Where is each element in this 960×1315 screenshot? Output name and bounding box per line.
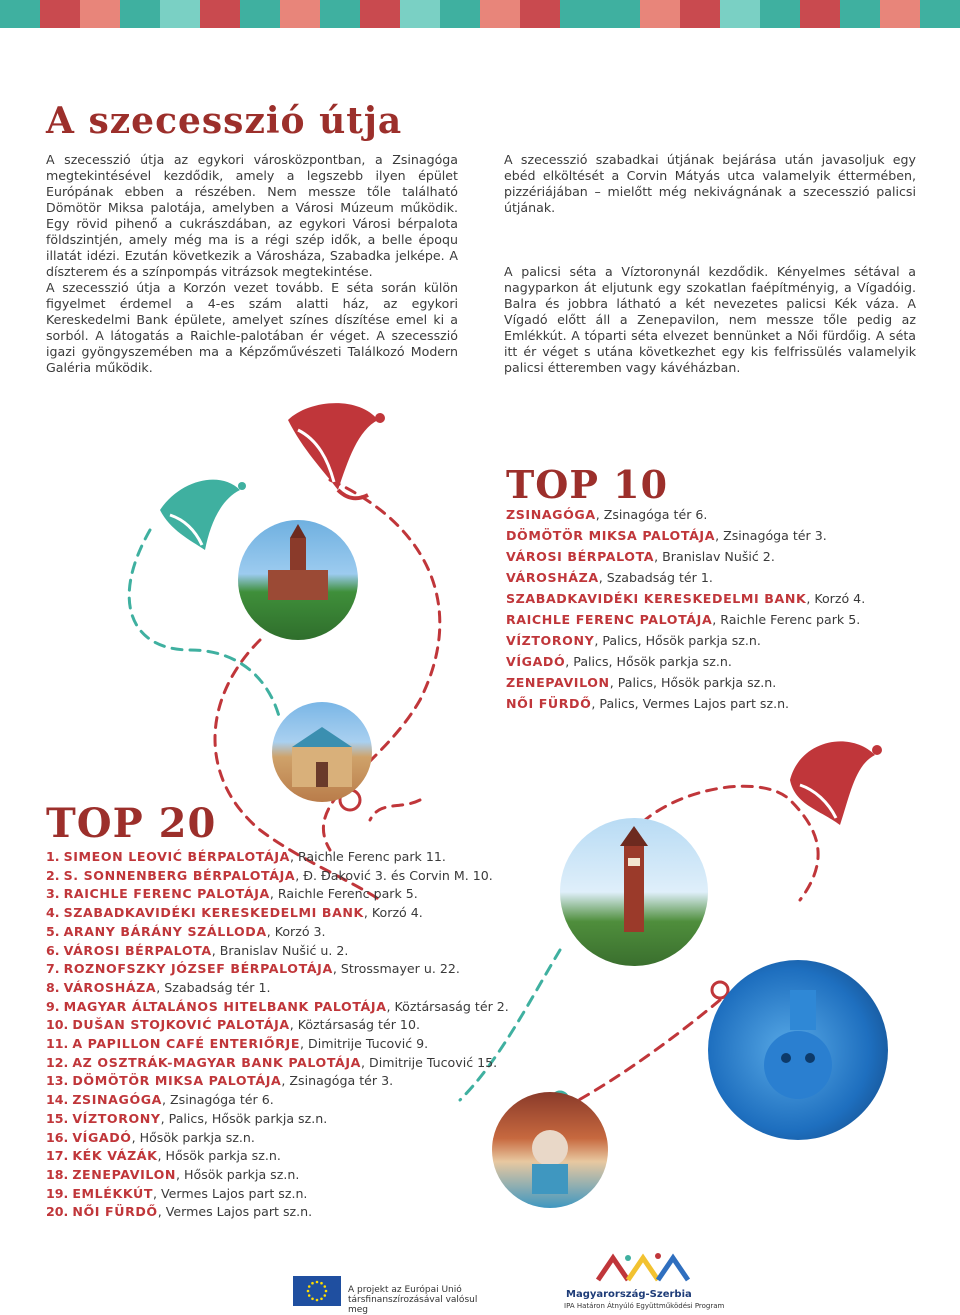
eu-star (316, 1281, 319, 1284)
top20-item-number: 12. (46, 1054, 69, 1070)
eu-star (311, 1282, 314, 1285)
top10-item (506, 525, 865, 546)
program-name: Magyarország-Szerbia (566, 1289, 692, 1300)
top20-item (46, 1110, 509, 1129)
top10-item-name: ZSINAGÓGA (506, 507, 596, 522)
top20-item-name: RAICHLE FERENC PALOTÁJA (63, 886, 270, 902)
top20-item-number: 4. (46, 905, 60, 921)
top20-item-name: A PAPILLON CAFÉ ENTERIŐRJE (72, 1036, 301, 1052)
top10-item-name: NŐI FÜRDŐ (506, 696, 592, 711)
top10-item-name: VÁROSHÁZA (506, 570, 599, 585)
top20-item-name: KÉK VÁZÁK (72, 1148, 158, 1164)
raichle-palace-photo (272, 702, 372, 802)
top20-item-address: , Hősök parkja sz.n. (176, 1166, 300, 1182)
eu-flag-logo (293, 1276, 341, 1306)
eu-star (323, 1294, 326, 1297)
red-flower-ornament-top (288, 403, 385, 498)
top20-item-number: 2. (46, 867, 60, 883)
right-paragraph-2: A palicsi séta a Víztoronynál kezdődik. Kényelmes sétával a nagyparkon át eljutunk egy szokatlan faépítményig, a Vígadóig. Balra és jobbra látható a két nevezetes palicsi Kék váza. A Vígadó előtt áll a Zenepavilon, nem messze tőle pedig az Emlékkút. A tóparti séta elvezet bennünket a Női fürdőig. A séta itt ér véget s utána következhet egy kis felfrissülés valamelyik palicsi étteremben vagy kávéházban. (504, 264, 916, 375)
top10-item-name: SZABADKAVIDÉKI KERESKEDELMI BANK (506, 591, 807, 606)
water-tower-photo (560, 818, 708, 966)
top20-list (46, 848, 509, 1222)
top20-title: TOP 20 (46, 800, 217, 847)
right-paragraph-1: A szecesszió szabadkai útjának bejárása után javasoljuk egy ebéd elköltését a Corvin Mátyás utca valamelyik éttermében, pizzériájában – mielőtt még nekivágnának a szecesszió palicsi útjának. (504, 152, 916, 215)
top20-item-number: 5. (46, 923, 60, 939)
top10-item (506, 609, 865, 630)
top20-item-name: ROZNOFSZKY JÓZSEF BÉRPALOTÁJA (63, 961, 333, 977)
top10-item-address: , Raichle Ferenc park 5. (712, 612, 861, 627)
eu-star (307, 1290, 310, 1293)
top20-item-number: 19. (46, 1185, 69, 1201)
top10-item-address: , Korzó 4. (806, 591, 866, 606)
top20-item-address: , Szabadság tér 1. (156, 979, 271, 995)
top20-item (46, 867, 509, 886)
top20-item-address: , Köztársaság tér 10. (289, 1017, 420, 1033)
top20-item-address: , Hősök parkja sz.n. (157, 1148, 281, 1164)
top10-item-address: , Palics, Hősök parkja sz.n. (565, 654, 732, 669)
eu-text-line2: társfinanszírozásával valósul meg (348, 1295, 478, 1315)
top20-item-number: 13. (46, 1073, 69, 1089)
top10-item (506, 630, 865, 651)
top20-item (46, 904, 509, 923)
eu-star (316, 1299, 319, 1302)
top20-item-name: DÖMÖTÖR MIKSA PALOTÁJA (72, 1073, 282, 1089)
top20-item-number: 9. (46, 998, 60, 1014)
top20-item (46, 1129, 509, 1148)
top20-item-number: 8. (46, 979, 60, 995)
top10-item (506, 546, 865, 567)
top20-item-number: 16. (46, 1129, 69, 1145)
top10-item-address: , Palics, Hősök parkja sz.n. (609, 675, 777, 690)
top20-item-address: , Raichle Ferenc park 5. (269, 886, 418, 902)
page-title: A szecesszió útja (46, 100, 403, 142)
top10-item (506, 588, 865, 609)
eu-cofinance-text (348, 1285, 488, 1315)
eu-star (311, 1297, 314, 1300)
top10-item (506, 651, 865, 672)
top10-item-address: , Zsinagóga tér 3. (715, 528, 827, 543)
top20-item-address: , Dimitrije Tucović 9. (300, 1036, 429, 1052)
top10-item-address: , Palics, Vermes Lajos part sz.n. (591, 696, 790, 711)
top20-item (46, 979, 509, 998)
top10-item (506, 693, 865, 714)
top20-item-address: , Đ. Đaković 3. és Corvin M. 10. (295, 867, 493, 883)
top10-item-name: VÁROSI BÉRPALOTA (506, 549, 655, 564)
top20-item-name: AZ OSZTRÁK-MAGYAR BANK PALOTÁJA (72, 1054, 362, 1070)
caryatid-photo (492, 1092, 608, 1208)
top20-item-address: , Köztársaság tér 2. (386, 998, 509, 1014)
top10-item-name: VÍZTORONY (506, 633, 595, 648)
city-hall-photo (238, 520, 358, 640)
eu-star (320, 1297, 323, 1300)
top10-item-name: ZENEPAVILON (506, 675, 610, 690)
top20-item-number: 15. (46, 1110, 69, 1126)
top20-item-name: EMLÉKKÚT (72, 1185, 154, 1201)
top20-item-address: , Strossmayer u. 22. (332, 961, 460, 977)
top20-item (46, 885, 509, 904)
top20-item (46, 1054, 509, 1073)
program-logo-icon (588, 1250, 708, 1286)
top20-item (46, 1035, 509, 1054)
top20-item-name: SZABADKAVIDÉKI KERESKEDELMI BANK (63, 905, 364, 921)
top20-item (46, 942, 509, 961)
top20-item-number: 7. (46, 961, 60, 977)
top20-item-name: NŐI FÜRDŐ (72, 1204, 158, 1220)
top10-item-name: DÖMÖTÖR MIKSA PALOTÁJA (506, 528, 716, 543)
eu-star (320, 1282, 323, 1285)
top10-item-name: VÍGADÓ (506, 654, 566, 669)
top10-item-address: , Palics, Hősök parkja sz.n. (594, 633, 761, 648)
top20-item-number: 6. (46, 942, 60, 958)
top10-item (506, 567, 865, 588)
top20-item-number: 20. (46, 1204, 69, 1220)
top10-item-address: , Zsinagóga tér 6. (595, 507, 708, 522)
top20-item-address: , Vermes Lajos part sz.n. (157, 1204, 313, 1220)
top20-item-name: VÍGADÓ (72, 1129, 132, 1145)
top20-item-name: DUŠAN STOJKOVIĆ PALOTÁJA (72, 1017, 290, 1033)
top20-item (46, 1016, 509, 1035)
top20-item-address: , Palics, Hősök parkja sz.n. (160, 1110, 328, 1126)
top20-item-address: , Raichle Ferenc park 11. (289, 849, 446, 864)
top20-item-name: SIMEON LEOVIĆ BÉRPALOTÁJA (63, 849, 290, 864)
top20-item-name: VÁROSHÁZA (63, 979, 157, 995)
red-flower-ornament-right (790, 741, 882, 825)
top20-item (46, 960, 509, 979)
top10-item (506, 504, 865, 525)
eu-star (323, 1285, 326, 1288)
top10-item-name: RAICHLE FERENC PALOTÁJA (506, 612, 713, 627)
blue-vase-photo (708, 960, 888, 1140)
top20-item-name: MAGYAR ÁLTALÁNOS HITELBANK PALOTÁJA (63, 998, 387, 1014)
top20-item-number: 11. (46, 1036, 69, 1052)
top20-item (46, 923, 509, 942)
top10-title: TOP 10 (506, 462, 669, 507)
left-paragraph-1: A szecesszió útja az egykori városközpontban, a Zsinagóga megtekintésével kezdődik, amely a legszebb ilyen épület Európának ebben a részében. Nem messze tőle található Dömötör Miksa palotája, amelyben a Városi Múzeum működik. Egy rövid pihenő a cukrászdában, az egykori Városi bérpalota földszintjén, amely még ma is a régi szép idők, a belle époqu illatát idézi. Ezután következik a Városháza, Szabadka jelképe. A díszterem és a színpompás vitrázsok megtekintése. (46, 152, 458, 279)
top20-item-number: 14. (46, 1092, 69, 1108)
top20-item-number: 1. (46, 849, 60, 864)
top20-item-name: VÍZTORONY (72, 1110, 161, 1126)
eu-star (325, 1290, 328, 1293)
top20-item (46, 1185, 509, 1204)
top20-item-address: , Branislav Nušić u. 2. (211, 942, 349, 958)
top20-item (46, 1203, 509, 1222)
top10-item-address: , Szabadság tér 1. (598, 570, 713, 585)
top20-item (46, 1091, 509, 1110)
top20-item-number: 3. (46, 886, 60, 902)
top20-item-address: , Hősök parkja sz.n. (131, 1129, 255, 1145)
eu-star (308, 1285, 311, 1288)
eu-text-line1: A projekt az Európai Unió (348, 1285, 462, 1295)
left-paragraph-2: A szecesszió útja a Korzón vezet tovább. E séta során külön figyelmet érdemel a 4-es szám alatti ház, az egykori Kereskedelmi Bank épülete, amelyet színes díszítése emel ki a sorból. A látogatás a Raichle-palotában ér véget. A szecesszió igazi gyöngyszemében ma a Képzőművészeti Találkozó Modern Galéria működik. (46, 280, 458, 375)
eu-star (308, 1294, 311, 1297)
top20-item-number: 10. (46, 1017, 69, 1033)
top20-item-address: , Dimitrije Tucović 15. (361, 1054, 498, 1070)
top20-item (46, 848, 509, 867)
top20-item-address: , Korzó 3. (266, 923, 326, 939)
top10-list (506, 504, 865, 714)
top20-item-name: VÁROSI BÉRPALOTA (63, 942, 212, 958)
top20-item-address: , Korzó 4. (363, 905, 423, 921)
top20-item-address: , Zsinagóga tér 3. (281, 1073, 394, 1089)
top10-item-address: , Branislav Nušić 2. (654, 549, 775, 564)
teal-flower-ornament (160, 480, 246, 550)
top20-item-name: ZSINAGÓGA (72, 1092, 163, 1108)
top20-item (46, 1147, 509, 1166)
top20-item-name: ARANY BÁRÁNY SZÁLLODA (63, 923, 267, 939)
top20-item (46, 998, 509, 1017)
top20-item (46, 1072, 509, 1091)
top20-item-address: , Zsinagóga tér 6. (162, 1092, 274, 1108)
top10-item (506, 672, 865, 693)
top20-item-number: 17. (46, 1148, 69, 1164)
program-subtitle: IPA Határon Átnyúló Együttműködési Program (564, 1302, 725, 1310)
top20-item-name: ZENEPAVILON (72, 1166, 177, 1182)
top20-item-address: , Vermes Lajos part sz.n. (153, 1185, 308, 1201)
top20-item-name: S. SONNENBERG BÉRPALOTÁJA (63, 867, 296, 883)
top20-item-number: 18. (46, 1166, 69, 1182)
top20-item (46, 1166, 509, 1185)
